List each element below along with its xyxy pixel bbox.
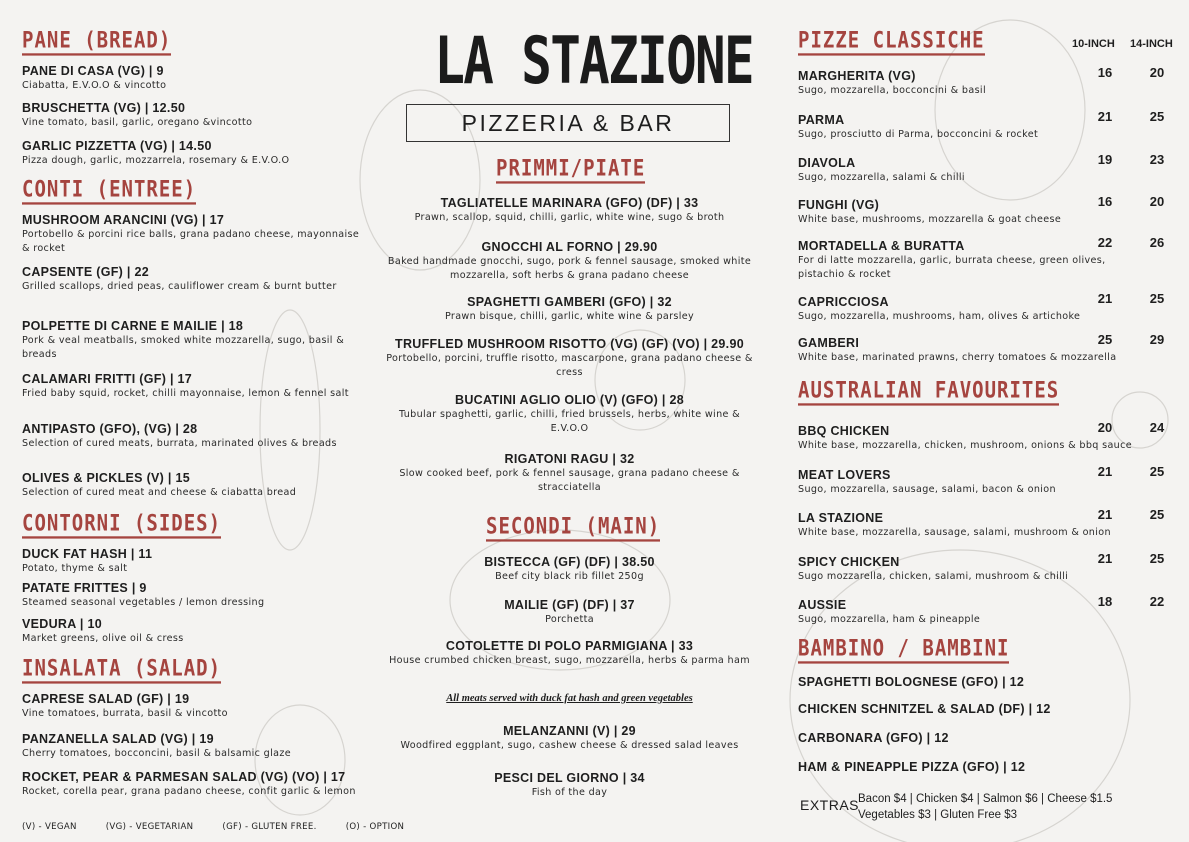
price-10-inch: 22 — [1097, 235, 1113, 250]
item-desc: White base, mozzarella, chicken, mushroom, onions & bbq sauce — [798, 440, 1132, 451]
item-name: CAPRICCIOSA — [798, 295, 889, 309]
item-desc: House crumbed chicken breast, sugo, mozzarella, herbs & parma ham — [389, 655, 750, 666]
section-title-secondi: SECONDI (MAIN) — [486, 514, 660, 542]
item-name: DIAVOLA — [798, 156, 856, 170]
menu-item-patate-frittes — [22, 581, 362, 610]
item-name: GARLIC PIZZETTA (VG) | 14.50 — [22, 139, 212, 153]
meats-served-note: All meats served with duck fat hash and green vegetables — [446, 693, 693, 704]
pizza-row-funghi — [798, 194, 1176, 227]
item-name: MARGHERITA (VG) — [798, 69, 916, 83]
item-name: COTOLETTE DI POLO PARMIGIANA | 33 — [445, 639, 694, 653]
price-10-inch: 19 — [1097, 152, 1113, 167]
extras-line-2: Vegetables $3 | Gluten Free $3 — [858, 809, 1017, 821]
menu-item-vedura — [22, 617, 362, 646]
price-14-inch: 25 — [1149, 464, 1165, 479]
item-name: GNOCCHI AL FORNO | 29.90 — [481, 240, 658, 254]
item-name: TRUFFLED MUSHROOM RISOTTO (VG) (GF) (VO) | 29.90 — [395, 337, 744, 351]
item-desc: White base, marinated prawns, cherry tomatoes & mozzarella — [798, 352, 1117, 363]
item-name: FUNGHI (VG) — [798, 198, 880, 212]
item-desc: For di latte mozzarella, garlic, burrata cheese, green olives, pistachio & rocket — [798, 255, 1106, 280]
item-name: CAPSENTE (GF) | 22 — [22, 265, 149, 279]
menu-item-garlic-pizzetta — [22, 139, 362, 168]
item-desc: Baked handmade gnocchi, sugo, pork & fennel sausage, smoked white mozzarella, soft herbs & grana padano cheese — [387, 256, 752, 281]
menu-item-spaghetti-bolognese — [798, 675, 1176, 690]
item-name: ANTIPASTO (GFO), (VG) | 28 — [22, 422, 198, 436]
item-name: SPAGHETTI BOLOGNESE (GFO) | 12 — [798, 675, 1025, 689]
section-title-bambino: BAMBINO / BAMBINI — [798, 636, 1009, 664]
item-name: LA STAZIONE — [798, 511, 884, 525]
item-desc: Porchetta — [545, 614, 594, 625]
section-title-primmi: PRIMMI/PIATE — [496, 156, 645, 184]
brand-subtitle-box — [406, 104, 730, 142]
item-desc: Vine tomatoes, burrata, basil & vincotto — [22, 708, 228, 719]
item-desc: Fish of the day — [531, 787, 608, 798]
item-desc: Portobello, porcini, truffle risotto, mascarpone, grana padano cheese & cress — [386, 353, 753, 378]
legend-vegan: (V) - VEGAN — [22, 822, 77, 832]
pizza-row-capricciosa — [798, 291, 1176, 324]
brand-header — [405, 21, 753, 142]
section-title-insalata: INSALATA (SALAD) — [22, 656, 221, 684]
item-desc: Pork & veal meatballs, smoked white mozzarella, sugo, basil & breads — [22, 335, 345, 360]
item-desc: Ciabatta, E.V.O.O & vincotto — [22, 80, 167, 91]
brand-subtitle: PIZZERIA & BAR — [461, 109, 675, 136]
item-name: SPAGHETTI GAMBERI (GFO) | 32 — [467, 295, 672, 309]
menu-item-caprese — [22, 692, 362, 721]
item-name: HAM & PINEAPPLE PIZZA (GFO) | 12 — [798, 760, 1026, 774]
menu-item-bruschetta — [22, 101, 362, 130]
item-desc: White base, mozzarella, sausage, salami, mushroom & onion — [798, 527, 1111, 538]
item-name: ROCKET, PEAR & PARMESAN SALAD (VG) (VO) | 17 — [22, 770, 346, 784]
pizza-row-la-stazione — [798, 507, 1176, 540]
item-name: PANZANELLA SALAD (VG) | 19 — [22, 732, 214, 746]
item-name: AUSSIE — [798, 598, 847, 612]
item-name: PANE DI CASA (VG) | 9 — [22, 64, 164, 78]
price-10-inch: 21 — [1097, 109, 1113, 124]
menu-item-bistecca — [372, 555, 767, 584]
item-desc: Beef city black rib fillet 250g — [495, 571, 644, 582]
item-name: GAMBERI — [798, 336, 860, 350]
item-name: TAGLIATELLE MARINARA (GFO) (DF) | 33 — [440, 196, 699, 210]
price-14-inch: 29 — [1149, 332, 1165, 347]
price-14-inch: 22 — [1149, 594, 1165, 609]
price-10-inch: 20 — [1097, 420, 1113, 435]
item-desc: Sugo, prosciutto di Parma, bocconcini & rocket — [798, 129, 1039, 140]
item-desc: Woodfired eggplant, sugo, cashew cheese & dressed salad leaves — [400, 740, 739, 751]
item-name: MAILIE (GF) (DF) | 37 — [504, 598, 635, 612]
item-name: CHICKEN SCHNITZEL & SALAD (DF) | 12 — [798, 702, 1051, 716]
item-desc: Sugo mozzarella, chicken, salami, mushroom & chilli — [798, 571, 1069, 582]
item-name: CALAMARI FRITTI (GF) | 17 — [22, 372, 193, 386]
item-desc: Sugo, mozzarella, salami & chilli — [798, 172, 965, 183]
price-14-inch: 25 — [1149, 551, 1165, 566]
legend-vegetarian: (VG) - VEGETARIAN — [105, 822, 194, 832]
item-desc: Vine tomato, basil, garlic, oregano &vincotto — [22, 117, 253, 128]
item-name: MORTADELLA & BURATTA — [798, 239, 965, 253]
item-desc: Sugo, mozzarella, sausage, salami, bacon & onion — [798, 484, 1056, 495]
item-desc: Portobello & porcini rice balls, grana padano cheese, mayonnaise & rocket — [22, 229, 360, 254]
menu-item-spaghetti-gamberi — [372, 295, 767, 324]
item-name: CARBONARA (GFO) | 12 — [798, 731, 949, 745]
section-title-conti: CONTI (ENTREE) — [22, 177, 196, 205]
menu-item-gnocchi — [372, 240, 767, 282]
item-desc: Tubular spaghetti, garlic, chilli, fried brussels, herbs, white wine & E.V.O.O — [398, 409, 740, 434]
price-10-inch: 21 — [1097, 291, 1113, 306]
item-name: OLIVES & PICKLES (V) | 15 — [22, 471, 190, 485]
pizza-row-meat-lovers — [798, 464, 1176, 497]
menu-item-capsente — [22, 265, 362, 294]
price-10-inch: 25 — [1097, 332, 1113, 347]
legend-gluten-free: (GF) - GLUTEN FREE. — [222, 822, 317, 832]
menu-item-antipasto — [22, 422, 362, 451]
pizza-row-margherita — [798, 65, 1176, 98]
extras-list — [858, 791, 1178, 823]
price-10-inch: 21 — [1097, 507, 1113, 522]
price-10-inch: 21 — [1097, 551, 1113, 566]
item-desc: Cherry tomatoes, bocconcini, basil & balsamic glaze — [22, 748, 292, 759]
item-desc: Sugo, mozzarella, bocconcini & basil — [798, 85, 986, 96]
item-desc: Grilled scallops, dried peas, cauliflower cream & burnt butter — [22, 281, 337, 292]
pizza-row-mortadella — [798, 235, 1176, 281]
price-14-inch: 23 — [1149, 152, 1165, 167]
item-name: DUCK FAT HASH | 11 — [22, 547, 153, 561]
item-desc: Steamed seasonal vegetables / lemon dressing — [22, 597, 265, 608]
menu-item-melanzanni — [372, 724, 767, 753]
item-desc: Pizza dough, garlic, mozzarrela, rosemary & E.V.O.O — [22, 155, 290, 166]
pizza-row-gamberi — [798, 332, 1176, 365]
item-name: MUSHROOM ARANCINI (VG) | 17 — [22, 213, 225, 227]
price-14-inch: 20 — [1149, 65, 1165, 80]
item-name: SPICY CHICKEN — [798, 555, 900, 569]
menu-item-calamari — [22, 372, 362, 401]
price-14-inch: 26 — [1149, 235, 1165, 250]
menu-item-carbonara — [798, 731, 1176, 746]
legend-option: (O) - OPTION — [345, 822, 405, 832]
price-10-inch: 21 — [1097, 464, 1113, 479]
item-desc: Rocket, corella pear, grana padano cheese, confit garlic & lemon — [22, 786, 356, 797]
item-name: PARMA — [798, 113, 845, 127]
item-name: MELANZANNI (V) | 29 — [503, 724, 636, 738]
item-desc: Prawn, scallop, squid, chilli, garlic, white wine, sugo & broth — [414, 212, 725, 223]
price-10-inch: 16 — [1097, 194, 1113, 209]
price-10-inch: 18 — [1097, 594, 1113, 609]
menu-item-pane-di-casa — [22, 64, 362, 93]
item-desc: Selection of cured meats, burrata, marinated olives & breads — [22, 438, 337, 449]
size-header-10-inch: 10-INCH — [1072, 38, 1115, 50]
menu-item-cotolette — [372, 639, 767, 668]
section-title-pane: PANE (BREAD) — [22, 28, 171, 56]
extras-label: EXTRAS — [800, 797, 860, 813]
price-14-inch: 24 — [1149, 420, 1165, 435]
menu-item-duck-fat-hash — [22, 547, 362, 576]
menu-item-bucatini — [372, 393, 767, 435]
item-name: BUCATINI AGLIO OLIO (V) (GFO) | 28 — [455, 393, 684, 407]
menu-item-truffled-risotto — [372, 337, 767, 379]
item-name: PATATE FRITTES | 9 — [22, 581, 147, 595]
menu-item-ham-pineapple — [798, 760, 1176, 775]
brand-name: LA STAZIONE — [434, 21, 753, 99]
price-10-inch: 16 — [1097, 65, 1113, 80]
menu-item-mushroom-arancini — [22, 213, 362, 255]
pizza-row-spicy-chicken — [798, 551, 1176, 584]
item-name: BBQ CHICKEN — [798, 424, 890, 438]
item-desc: White base, mushrooms, mozzarella & goat cheese — [798, 214, 1062, 225]
item-desc: Sugo, mozzarella, mushrooms, ham, olives & artichoke — [798, 311, 1081, 322]
item-name: BISTECCA (GF) (DF) | 38.50 — [484, 555, 655, 569]
menu-item-mailie — [372, 598, 767, 627]
menu-item-polpette — [22, 319, 362, 361]
item-desc: Prawn bisque, chilli, garlic, white wine & parsley — [444, 311, 695, 322]
item-desc: Fried baby squid, rocket, chilli mayonnaise, lemon & fennel salt — [22, 388, 349, 399]
item-desc: Slow cooked beef, pork & fennel sausage, grana padano cheese & stracciatella — [399, 468, 740, 493]
item-name: BRUSCHETTA (VG) | 12.50 — [22, 101, 186, 115]
menu-item-pesci — [372, 771, 767, 800]
menu-item-tagliatelle — [372, 196, 767, 225]
extras-line-1: Bacon $4 | Chicken $4 | Salmon $6 | Cheese $1.5 — [858, 793, 1113, 805]
menu-item-rocket-pear — [22, 770, 362, 799]
item-name: RIGATONI RAGU | 32 — [504, 452, 635, 466]
item-name: CAPRESE SALAD (GF) | 19 — [22, 692, 190, 706]
price-14-inch: 25 — [1149, 109, 1165, 124]
item-name: PESCI DEL GIORNO | 34 — [494, 771, 645, 785]
pizza-row-parma — [798, 109, 1176, 142]
item-desc: Market greens, olive oil & cress — [22, 633, 184, 644]
pizza-row-diavola — [798, 152, 1176, 185]
section-title-australian: AUSTRALIAN FAVOURITES — [798, 378, 1059, 406]
menu-item-chicken-schnitzel — [798, 702, 1176, 717]
item-desc: Sugo, mozzarella, ham & pineapple — [798, 614, 981, 625]
price-14-inch: 25 — [1149, 291, 1165, 306]
pizza-row-aussie — [798, 594, 1176, 627]
menu-item-rigatoni — [372, 452, 767, 494]
item-desc: Selection of cured meat and cheese & ciabatta bread — [22, 487, 297, 498]
size-header-14-inch: 14-INCH — [1130, 38, 1173, 50]
price-14-inch: 25 — [1149, 507, 1165, 522]
item-name: POLPETTE DI CARNE E MAILIE | 18 — [22, 319, 244, 333]
price-14-inch: 20 — [1149, 194, 1165, 209]
menu-item-panzanella — [22, 732, 362, 761]
pizza-row-bbq-chicken — [798, 420, 1176, 453]
menu-item-olives — [22, 471, 362, 500]
item-name: MEAT LOVERS — [798, 468, 891, 482]
item-name: VEDURA | 10 — [22, 617, 102, 631]
item-desc: Potato, thyme & salt — [22, 563, 128, 574]
dietary-legend — [22, 822, 430, 832]
section-title-contorni: CONTORNI (SIDES) — [22, 511, 221, 539]
section-title-pizze: PIZZE CLASSICHE — [798, 28, 985, 56]
